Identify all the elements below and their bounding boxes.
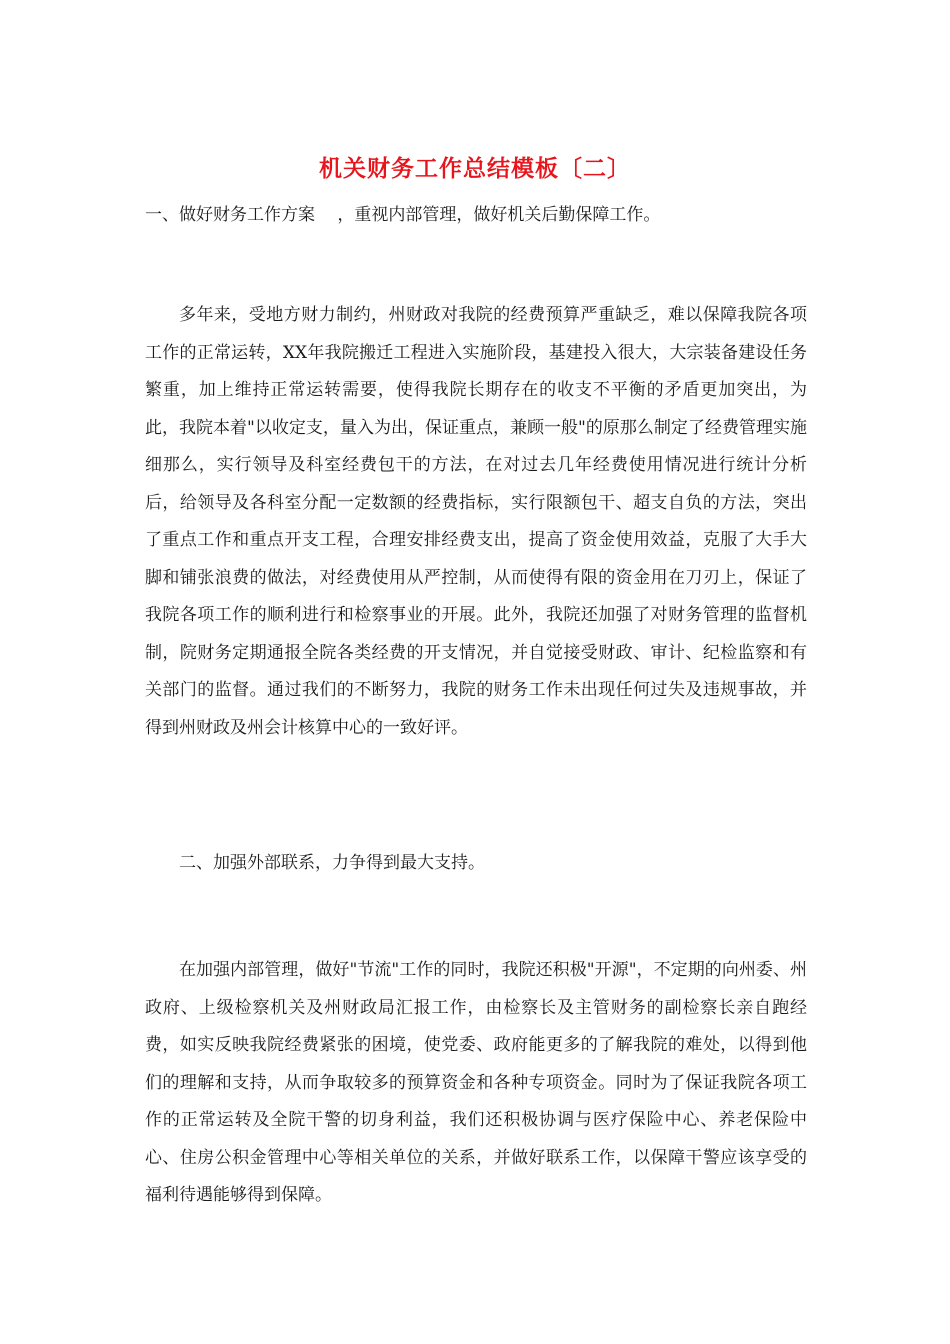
body-paragraph-1: 多年来，受地方财力制约，州财政对我院的经费预算严重缺乏，难以保障我院各项工作的正常运转，XX年我院搬迁工程进入实施阶段，基建投入很大，大宗装备建设任务繁重，加上维持正常运转需要，使得我院长期存在的收支不平衡的矛盾更加突出，为此，我院本着"以收定支，量入为出，保证重点，兼顾一般"的原那么制定了经费管理实施细那么，实行领导及科室经费包干的方法，在对过去几年经费使用情况进行统计分析后，给领导及各科室分配一定数额的经费指标，实行限额包干、超支自负的方法，突出了重点工作和重点开支工程，合理安排经费支出，提高了资金使用效益，克服了大手大脚和铺张浪费的做法，对经费使用从严控制，从而使得有限的资金用在刀刃上，保证了我院各项工作的顺利进行和检察事业的开展。此外，我院还加强了对财务管理的监督机制，院财务定期通报全院各类经费的开支情况，并自觉接受财政、审计、纪检监察和有关部门的监督。通过我们的不断努力，我院的财务工作未出现任何过失及违规事故，并得到州财政及州会计核算中心的一致好评。 [145,305,807,738]
section-two-heading: 二、加强外部联系，力争得到最大支持。 [179,853,485,873]
section-one-heading: 一、做好财务工作方案 ，重视内部管理，做好机关后勤保障工作。 [145,205,661,225]
document-title: 机关财务工作总结模板〔二〕 [319,156,631,182]
body-paragraph-2: 在加强内部管理，做好"节流"工作的同时，我院还积极"开源"，不定期的向州委、州政府、上级检察机关及州财政局汇报工作，由检察长及主管财务的副检察长亲自跑经费，如实反映我院经费紧张的困境，使党委、政府能更多的了解我院的难处，以得到他们的理解和支持，从而争取较多的预算资金和各种专项资金。同时为了保证我院各项工作的正常运转及全院干警的切身利益，我们还积极协调与医疗保险中心、养老保险中心、住房公积金管理中心等相关单位的关系，并做好联系工作，以保障干警应该享受的福利待遇能够得到保障。 [145,960,807,1205]
